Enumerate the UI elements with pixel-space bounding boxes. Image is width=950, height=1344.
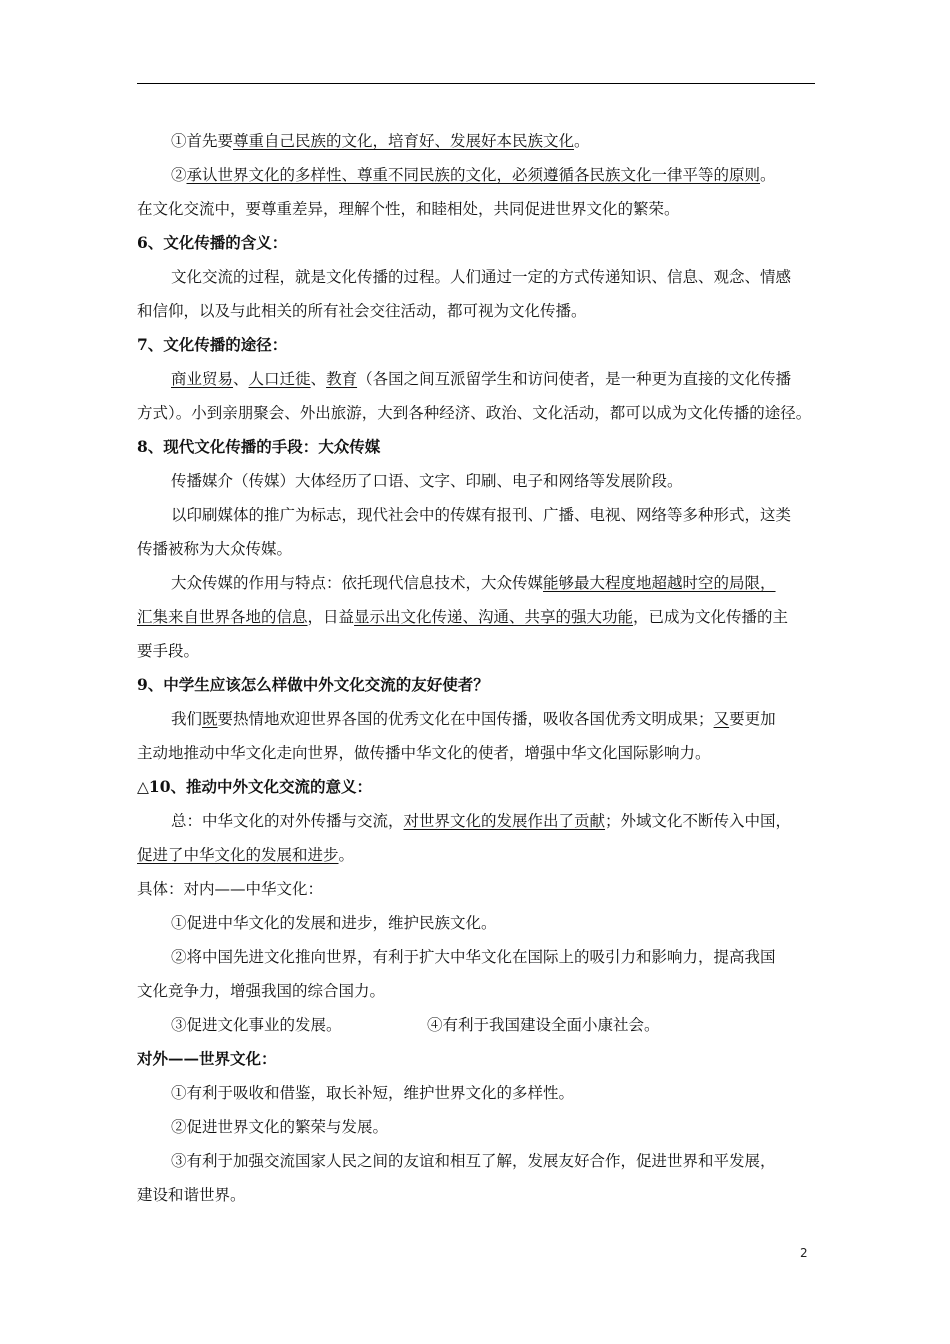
paragraph-line: ①促进中华文化的发展和进步，维护民族文化。 [171, 914, 497, 932]
text-run: 。 [574, 132, 590, 150]
section-heading: 8、现代文化传播的手段：大众传媒 [137, 437, 381, 456]
text-run: 总：中华文化的对外传播与交流， [171, 812, 404, 830]
paragraph-line [137, 600, 815, 634]
underlined-text: 既 [202, 710, 218, 728]
section-heading: 6、文化传播的含义： [137, 233, 288, 252]
text-run: （各国之间互派留学生和访问使者，是一种更为直接的文化传播 [357, 370, 792, 388]
paragraph-line: 建设和谐世界。 [137, 1186, 246, 1204]
underlined-text: 人口迁徙 [248, 370, 311, 388]
paragraph-line [137, 566, 815, 600]
text-run: 要热情地欢迎世界各国的优秀文化在中国传播，吸收各国优秀文明成果； [217, 710, 714, 728]
paragraph-line: 传播媒介（传媒）大体经历了口语、文字、印刷、电子和网络等发展阶段。 [171, 472, 683, 490]
underlined-text: 又 [713, 710, 730, 728]
section-heading: 9、中学生应该怎么样做中外文化交流的友好使者？ [137, 675, 489, 694]
paragraph-line: ①有利于吸收和借鉴，取长补短，维护世界文化的多样性。 [171, 1084, 575, 1102]
paragraph-line: 文化交流的过程，就是文化传播的过程。人们通过一定的方式传递知识、信息、观念、情感 [171, 268, 792, 286]
paragraph-line: ②促进世界文化的繁荣与发展。 [171, 1118, 389, 1136]
text-run: 大众传媒的作用与特点：依托现代信息技术，大众传媒 [171, 574, 544, 592]
text-run: ④有利于我国建设全面小康社会。 [427, 1016, 660, 1034]
text-run: ③促进文化事业的发展。 [171, 1016, 342, 1034]
underlined-text: 能够最大程度地超越时空的局限， [543, 574, 776, 592]
section-heading: 对外——世界文化： [137, 1049, 277, 1068]
text-run: 。 [338, 846, 355, 864]
paragraph-line [137, 362, 815, 396]
text-run: ；外域文化不断传入中国， [605, 812, 792, 830]
text-run: ①首先要 [171, 132, 234, 150]
text-run: ，日益 [307, 608, 355, 626]
page-number: 2 [800, 1246, 808, 1260]
section-heading: △10、推动中外文化交流的意义： [137, 777, 372, 796]
text-run: 。 [760, 166, 776, 184]
paragraph-line [137, 702, 815, 736]
paragraph-line: 在文化交流中，要尊重差异，理解个性，和睦相处，共同促进世界文化的繁荣。 [137, 200, 680, 218]
paragraph-line: 以印刷媒体的推广为标志，现代社会中的传媒有报刊、广播、电视、网络等多种形式，这类 [171, 506, 792, 524]
underlined-text: 承认世界文化的多样性、尊重不同民族的文化，必须遵循各民族文化一律平等的原则 [186, 166, 761, 184]
paragraph-line: 传播被称为大众传媒。 [137, 540, 293, 558]
header-rule [137, 83, 815, 84]
section-heading: 7、文化传播的途径： [137, 335, 288, 354]
underlined-text: 显示出文化传递、沟通、共享的强大功能 [354, 608, 634, 626]
paragraph-line [137, 838, 815, 872]
paragraph-line: 和信仰，以及与此相关的所有社会交往活动，都可视为文化传播。 [137, 302, 587, 320]
underlined-text: 尊重自己民族的文化，培育好、发展好本民族文化 [233, 132, 575, 150]
text-run: 、 [233, 370, 249, 388]
text-run: ，已成为文化传播的主 [633, 608, 789, 626]
underlined-text: 商业贸易 [171, 370, 234, 388]
underlined-text: 汇集来自世界各地的信息 [137, 608, 308, 626]
text-run: ② [171, 166, 187, 184]
text-run: 、 [310, 370, 327, 388]
text-run: 要更加 [729, 710, 776, 728]
paragraph-line [137, 804, 815, 838]
paragraph-line: 具体：对内——中华文化： [137, 880, 324, 898]
paragraph-line [137, 158, 815, 192]
paragraph-line: 主动地推动中华文化走向世界，做传播中华文化的使者，增强中华文化国际影响力。 [137, 744, 711, 762]
underlined-text: 对世界文化的发展作出了贡献 [403, 812, 606, 830]
paragraph-line: 文化竞争力，增强我国的综合国力。 [137, 982, 386, 1000]
paragraph-line [137, 1008, 815, 1042]
paragraph-line: ③有利于加强交流国家人民之间的友谊和相互了解，发展友好合作，促进世界和平发展， [171, 1152, 776, 1170]
text-run: 我们 [171, 710, 203, 728]
underlined-text: 促进了中华文化的发展和进步 [137, 846, 339, 864]
paragraph-line: 要手段。 [137, 642, 200, 660]
underlined-text: 教育 [326, 370, 358, 388]
paragraph-line [137, 124, 815, 158]
document-body [137, 124, 815, 1212]
paragraph-line: ②将中国先进文化推向世界，有利于扩大中华文化在国际上的吸引力和影响力，提高我国 [171, 948, 776, 966]
paragraph-line: 方式）。小到亲朋聚会、外出旅游，大到各种经济、政治、文化活动，都可以成为文化传播的途径。 [137, 404, 812, 422]
